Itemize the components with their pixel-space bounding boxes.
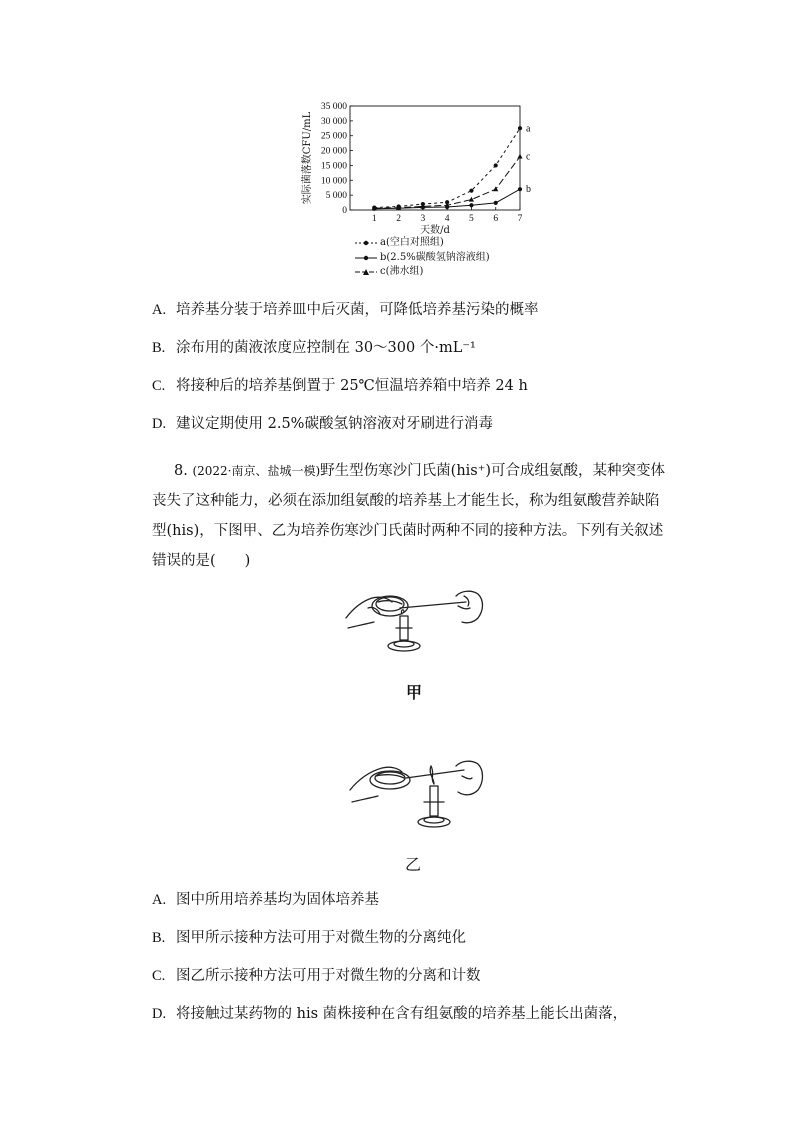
chart-legend [354,236,490,280]
series-end-label-b: b [526,184,531,196]
data-point-a [518,126,522,130]
q8-number: 8. [174,463,193,479]
q7-option-a [152,300,539,320]
y-axis-label: 实际菌落数CFU/mL [302,111,313,205]
data-point-c [469,197,474,202]
q7-option-d-text: 建议定期使用 2.5%碳酸氢钠溶液对牙刷进行消毒 [176,416,493,432]
legend-symbol-a [354,238,378,248]
legend-item-a [354,236,490,251]
legend-item-c [354,265,490,280]
q7-option-d-label: D. [152,416,167,432]
x-tick-label: 4 [444,214,450,224]
y-tick-label: 25 000 [320,131,347,142]
q8-option-a-text: 图中所用培养基均为固体培养基 [176,892,379,908]
q7-option-b-text: 涂布用的菌液浓度应控制在 30～300 个·mL⁻¹ [176,340,476,356]
x-tick-label: 7 [517,214,523,224]
y-tick-label: 20 000 [320,146,347,157]
figure-jia-label: 甲 [406,683,423,702]
figure-yi-spread-plate [338,756,488,836]
q8-option-b-text: 图甲所示接种方法可用于对微生物的分离纯化 [176,930,466,946]
legend-item-b [354,251,490,266]
data-point-b [494,201,498,205]
data-point-b [518,187,522,191]
q8-option-c [152,966,481,986]
series-end-label-a: a [526,123,531,135]
figure-yi-label: 乙 [405,855,422,874]
x-tick-label: 1 [371,214,377,224]
q8-option-d-text: 将接触过某药物的 his 菌株接种在含有组氨酸的培养基上能长出菌落， [176,1006,628,1022]
q8-option-a [152,890,379,910]
q8-option-c-text: 图乙所示接种方法可用于对微生物的分离和计数 [176,968,481,984]
x-tick-label: 5 [469,214,474,224]
x-tick-label: 3 [420,214,426,224]
q7-option-c [152,376,528,396]
q8-option-d [152,1004,627,1024]
x-tick-label: 2 [396,214,401,224]
q8-option-b-label: B. [152,930,166,946]
y-tick-label: 5 000 [325,191,347,202]
series-line-a [374,128,520,207]
q8-option-d-label: D. [152,1006,167,1022]
x-axis-label: 天数/d [420,225,450,236]
q7-option-a-label: A. [152,302,167,318]
data-point-c [517,154,522,159]
y-tick-label: 35 000 [320,102,347,112]
q7-option-a-text: 培养基分装于培养皿中后灭菌，可降低培养基污染的概率 [176,302,539,318]
x-tick-label: 6 [493,214,499,224]
legend-label-c: c(沸水组) [380,266,424,277]
y-tick-label: 10 000 [320,176,347,187]
question-8 [152,456,672,576]
q7-option-c-text: 将接种后的培养基倒置于 25℃恒温培养箱中培养 24 h [176,378,528,394]
data-point-a [494,163,498,167]
figure-jia-streak-plate [338,580,488,660]
data-point-c [493,186,498,191]
data-point-a [469,189,473,193]
legend-symbol-b [354,253,378,263]
legend-symbol-c [354,267,378,277]
q7-option-b [152,338,476,358]
y-tick-label: 0 [342,206,347,216]
q7-option-b-label: B. [152,340,166,356]
q8-source: (2022·南京、盐城一模) [192,464,321,478]
series-end-label-c: c [526,151,531,163]
q7-option-d [152,414,493,434]
q8-stem: 野生型伤寒沙门氏菌(his⁺)可合成组氨酸，某种突变体丧失了这种能力，必须在添加组氨酸的培养基上才能生长，称为组氨酸营养缺陷型(his)，下图甲、乙为培养伤寒沙门氏菌时两种不同的接种方法。下列有关叙述错误的是( ) [152,463,666,569]
plot-frame [350,106,520,210]
y-tick-label: 30 000 [320,116,347,127]
q7-option-c-label: C. [152,378,166,394]
legend-label-b: b(2.5%碳酸氢钠溶液组) [380,251,490,263]
q8-option-b [152,928,466,948]
legend-label-a: a(空白对照组) [380,237,444,248]
q8-stem-paragraph [152,456,672,576]
y-tick-label: 15 000 [320,161,347,172]
data-point-b [469,203,473,207]
q8-option-c-label: C. [152,968,166,984]
q8-option-a-label: A. [152,892,167,908]
